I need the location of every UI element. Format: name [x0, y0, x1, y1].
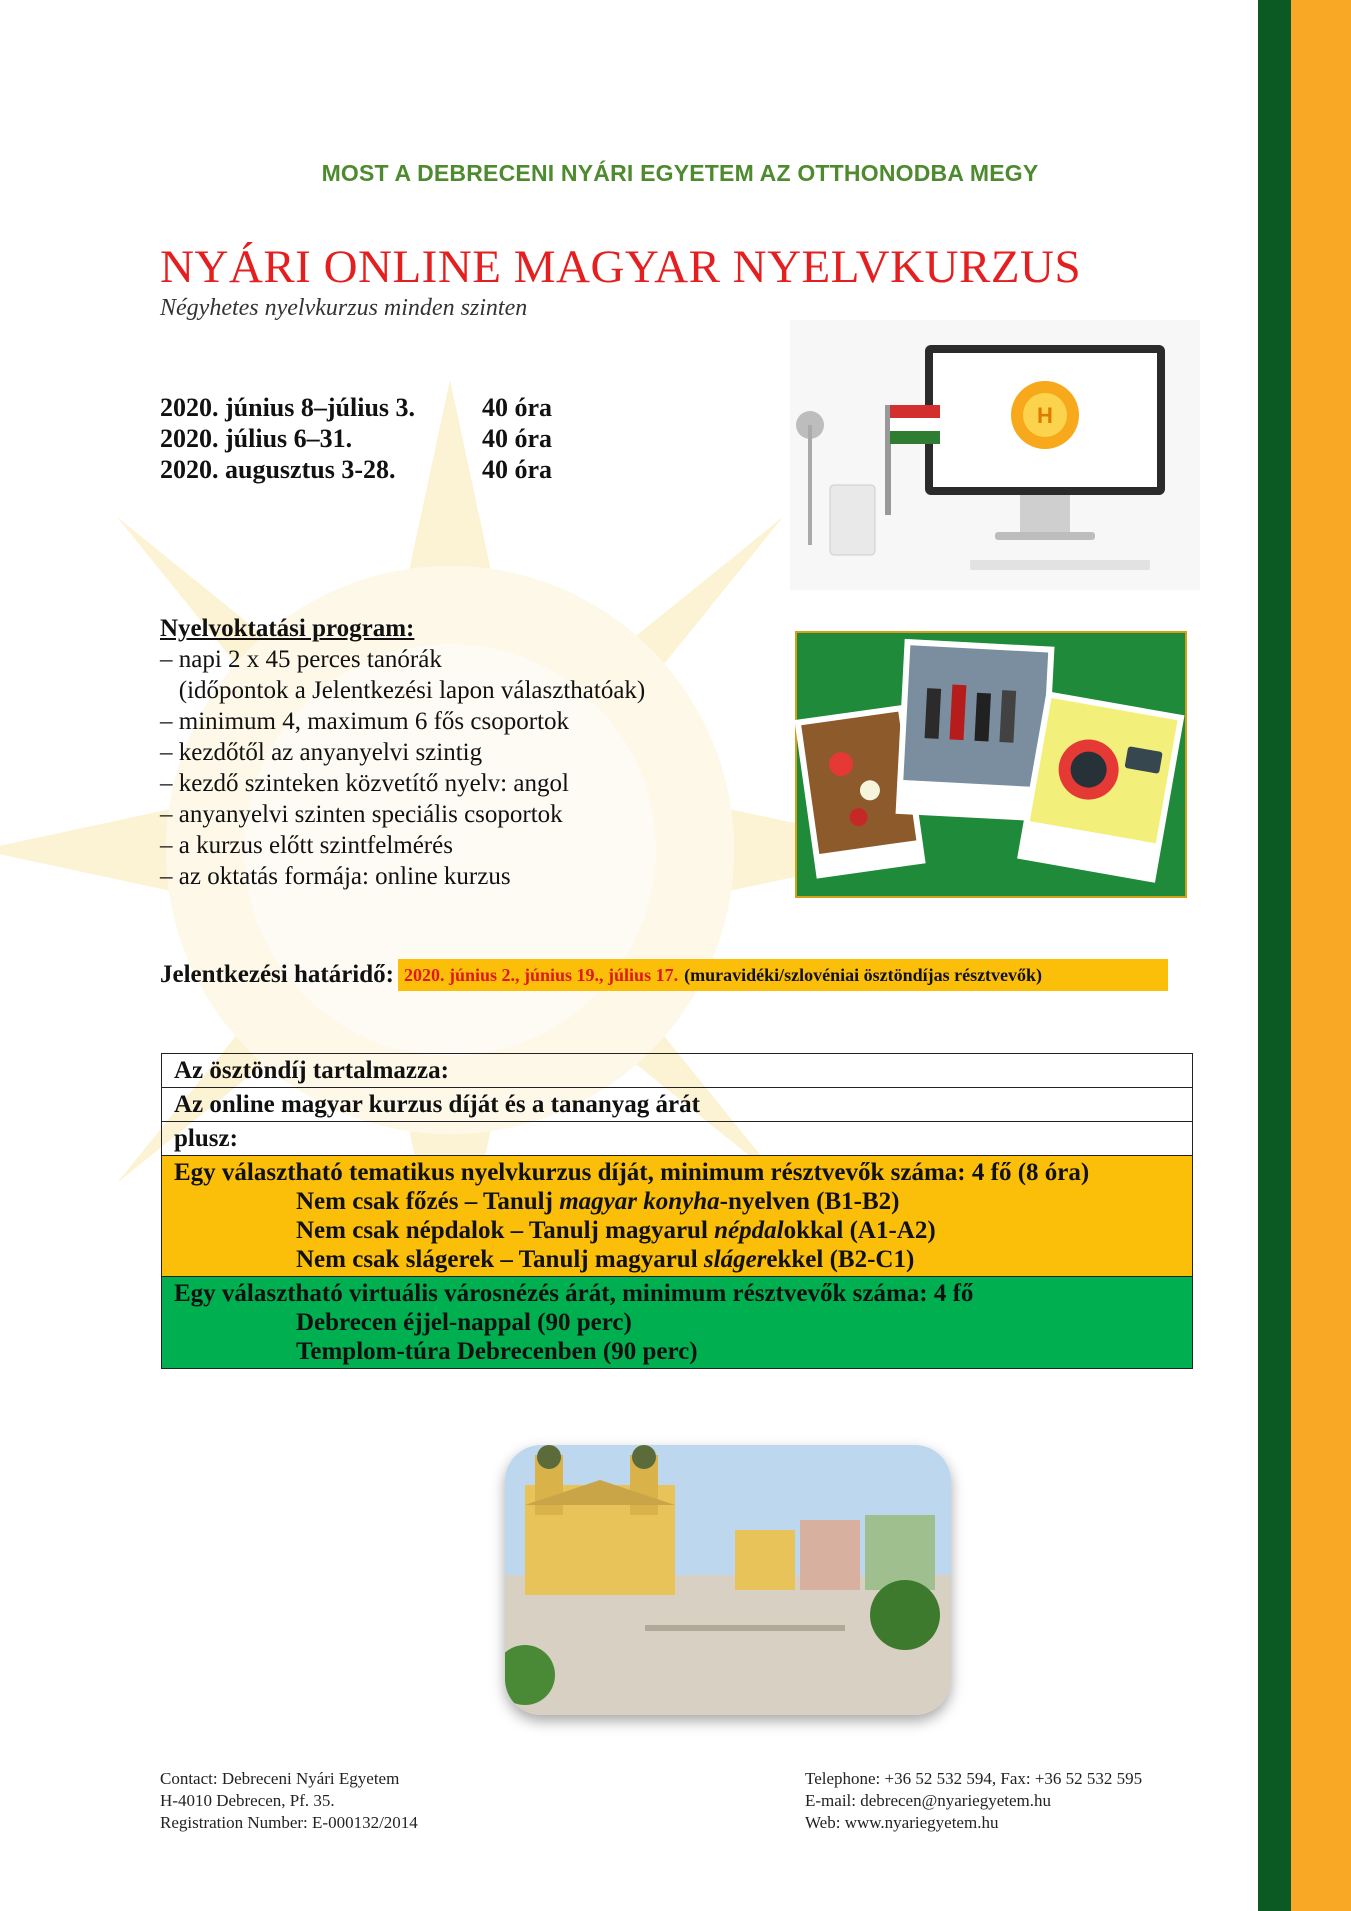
- footer-line: Contact: Debreceni Nyári Egyetem: [160, 1769, 400, 1788]
- footer-email: E-mail: debrecen@nyariegyetem.hu: [805, 1791, 1051, 1810]
- course-dates: [160, 392, 552, 485]
- list-item: – napi 2 x 45 perces tanórák: [160, 646, 442, 673]
- list-item: – anyanyelvi szinten speciális csoportok: [160, 801, 563, 828]
- item-text: Nem csak főzés – Tanulj: [296, 1188, 560, 1215]
- course-dates-text: 2020. július 6–31.: [160, 424, 353, 453]
- deadline-dates: 2020. június 2., június 19., július 17.: [403, 964, 679, 985]
- photo-collage: [795, 631, 1187, 898]
- list-item: – az oktatás formája: online kurzus: [160, 863, 511, 890]
- subtitle: Négyhetes nyelvkurzus minden szinten: [160, 295, 528, 321]
- list-item: – minimum 4, maximum 6 fős csoportok: [160, 708, 570, 735]
- footer-line: Registration Number: E-000132/2014: [160, 1813, 418, 1832]
- course-hours: 40 óra: [482, 455, 553, 484]
- list-item: [174, 1245, 1180, 1274]
- list-item: Debrecen éjjel-nappal (90 perc): [296, 1309, 632, 1336]
- item-emphasis: sláger: [703, 1246, 767, 1273]
- item-text: -nyelven (B1-B2): [719, 1188, 900, 1215]
- item-text: Nem csak slágerek – Tanulj magyarul: [296, 1246, 704, 1273]
- deadline-box: [398, 959, 1168, 991]
- course-dates-text: 2020. június 8–július 3.: [160, 393, 416, 422]
- virtual-tour-section: [162, 1277, 1192, 1368]
- course-hours: 40 óra: [482, 393, 553, 422]
- list-item: – kezdő szinteken közvetítő nyelv: angol: [160, 770, 569, 797]
- page-title: NYÁRI ONLINE MAGYAR NYELVKURZUS: [160, 241, 1082, 293]
- table-row: Az online magyar kurzus díját és a tananyag árát: [162, 1088, 1192, 1122]
- item-text: okkal (A1-A2): [783, 1217, 936, 1244]
- tour-title: Egy választható virtuális városnézés árát, minimum résztvevők száma: 4 fő: [174, 1280, 974, 1307]
- item-emphasis: népdal: [714, 1217, 784, 1244]
- deadline-label: Jelentkezési határidő:: [160, 961, 394, 988]
- footer-details: [805, 1768, 1142, 1834]
- course-row: [160, 423, 552, 454]
- thematic-title: Egy választható tematikus nyelvkurzus díját, minimum résztvevők száma: 4 fő (8 óra): [174, 1159, 1090, 1186]
- item-emphasis: magyar konyha: [559, 1188, 720, 1215]
- list-item: – kezdőtől az anyanyelvi szintig: [160, 739, 483, 766]
- footer-phone: Telephone: +36 52 532 594, Fax: +36 52 532 595: [805, 1769, 1143, 1788]
- item-text: Nem csak népdalok – Tanulj magyarul: [296, 1217, 715, 1244]
- course-row: [160, 454, 552, 485]
- table-row: Az ösztöndíj tartalmazza:: [162, 1054, 1192, 1088]
- course-row: [160, 392, 552, 423]
- computer-illustration: [790, 320, 1200, 590]
- footer-line: H-4010 Debrecen, Pf. 35.: [160, 1791, 335, 1810]
- footer-web: Web: www.nyariegyetem.hu: [805, 1813, 999, 1832]
- table-row: plusz:: [162, 1122, 1192, 1156]
- deadline-note: (muravidéki/szlovéniai ösztöndíjas résztvevők): [684, 964, 1043, 985]
- orange-side-stripe: [1291, 0, 1351, 1911]
- footer-contact: [160, 1768, 418, 1834]
- list-item: [174, 1187, 1180, 1216]
- thematic-course-section: [162, 1156, 1192, 1277]
- course-dates-text: 2020. augusztus 3-28.: [160, 455, 396, 484]
- deadline: [160, 959, 1168, 991]
- list-item: – a kurzus előtt szintfelmérés: [160, 832, 453, 859]
- green-side-stripe: [1258, 0, 1291, 1911]
- list-item: Templom-túra Debrecenben (90 perc): [296, 1338, 698, 1365]
- list-item: [174, 1216, 1180, 1245]
- item-text: ekkel (B2-C1): [766, 1246, 915, 1273]
- debrecen-city-photo: [505, 1445, 951, 1715]
- list-item: (időpontok a Jelentkezési lapon választhatóak): [160, 677, 646, 704]
- scholarship-table: [161, 1053, 1193, 1369]
- program-list: [160, 613, 645, 892]
- program-heading: Nyelvoktatási program:: [160, 615, 415, 642]
- tagline: MOST A DEBRECENI NYÁRI EGYETEM AZ OTTHONODBA MEGY: [321, 160, 1039, 186]
- course-hours: 40 óra: [482, 424, 553, 453]
- svg-text:H: H: [1037, 403, 1053, 428]
